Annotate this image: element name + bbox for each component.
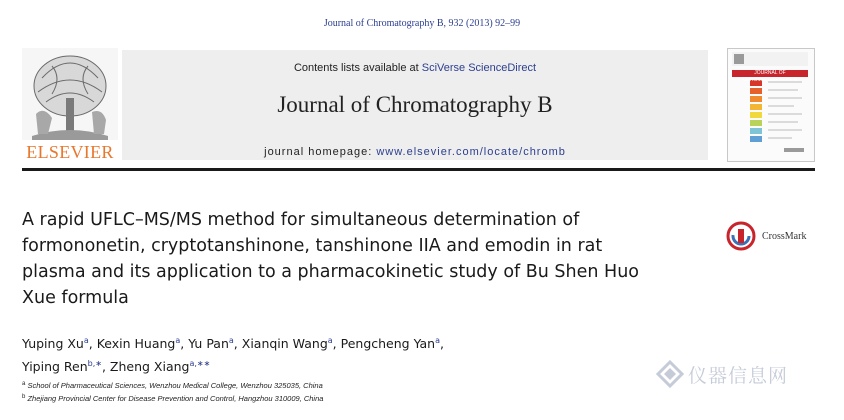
article-title (22, 207, 722, 311)
affiliation-mark: b (22, 394, 26, 400)
article-title-line: A rapid UFLC–MS/MS method for simultaneous determination of (22, 210, 580, 230)
author-name[interactable]: Yuping Xu (22, 336, 84, 351)
article-title-line: plasma and its application to a pharmacokinetic study of Bu Shen Huo (22, 262, 639, 282)
author-name[interactable]: Yiping Ren (22, 359, 88, 374)
author-name[interactable]: Kexin Huang (96, 336, 176, 351)
author-affiliation-mark[interactable]: a (435, 336, 440, 345)
author-affiliation-mark[interactable]: a (83, 336, 89, 345)
sciencedirect-link[interactable]: SciVerse ScienceDirect (421, 62, 537, 74)
author-name[interactable]: Yu Pan (188, 336, 229, 351)
homepage-link[interactable]: www.elsevier.com/locate/chromb (376, 146, 566, 158)
author-name[interactable]: Zheng Xiang (109, 359, 190, 374)
journal-cover-art (732, 52, 808, 156)
author-affiliation-mark[interactable]: b,∗ (87, 359, 102, 368)
watermark-icon (656, 360, 684, 388)
author-affiliation-mark[interactable]: a,∗∗ (189, 359, 211, 368)
author-affiliation-mark[interactable]: a (175, 336, 181, 345)
article-title-line: formononetin, cryptotanshinone, tanshinone IIA and emodin in rat (22, 236, 603, 256)
author-list (22, 331, 622, 377)
affiliation-a (22, 381, 323, 390)
article-title-line: Xue formula (22, 288, 129, 308)
publisher-name: ELSEVIER (26, 142, 114, 162)
affiliation-b (22, 394, 323, 403)
author-line: Yuping Xu$^a$, Kexin Huang$^a$, Yu Pan$^a$, Xianqin Wang$^a$, Pengcheng Yan$^a$, (22, 336, 444, 351)
cover-title: JOURNAL OF CHROMATOGRAPHY B (742, 70, 798, 83)
contents-line (122, 62, 708, 74)
author-line: Yiping Ren$^{b,∗}$, Zheng Xiang$^{a,∗∗}$ (22, 359, 211, 374)
author-affiliation-mark[interactable]: a (327, 336, 333, 345)
masthead-rule (22, 168, 815, 171)
crossmark-label[interactable]: CrossMark (762, 231, 807, 242)
homepage-line (122, 146, 708, 158)
homepage-prefix: journal homepage: (264, 146, 377, 158)
affiliation-text: Zhejiang Provincial Center for Disease Prevention and Control, Hangzhou 310009, China (27, 394, 324, 403)
journal-name: Journal of Chromatography B (277, 92, 553, 117)
crossmark-icon[interactable] (726, 221, 756, 251)
watermark-text: 仪器信息网 (688, 365, 789, 387)
author-name[interactable]: Xianqin Wang (241, 336, 328, 351)
author-name[interactable]: Pengcheng Yan (340, 336, 436, 351)
contents-prefix: Contents lists available at (293, 62, 422, 74)
author-affiliation-mark[interactable]: a (228, 336, 234, 345)
affiliation-text: School of Pharmaceutical Sciences, Wenzhou Medical College, Wenzhou 325035, China (27, 381, 323, 390)
journal-citation: Journal of Chromatography B, 932 (2013) 92–99 (323, 18, 521, 29)
affiliation-mark: a (22, 381, 26, 387)
